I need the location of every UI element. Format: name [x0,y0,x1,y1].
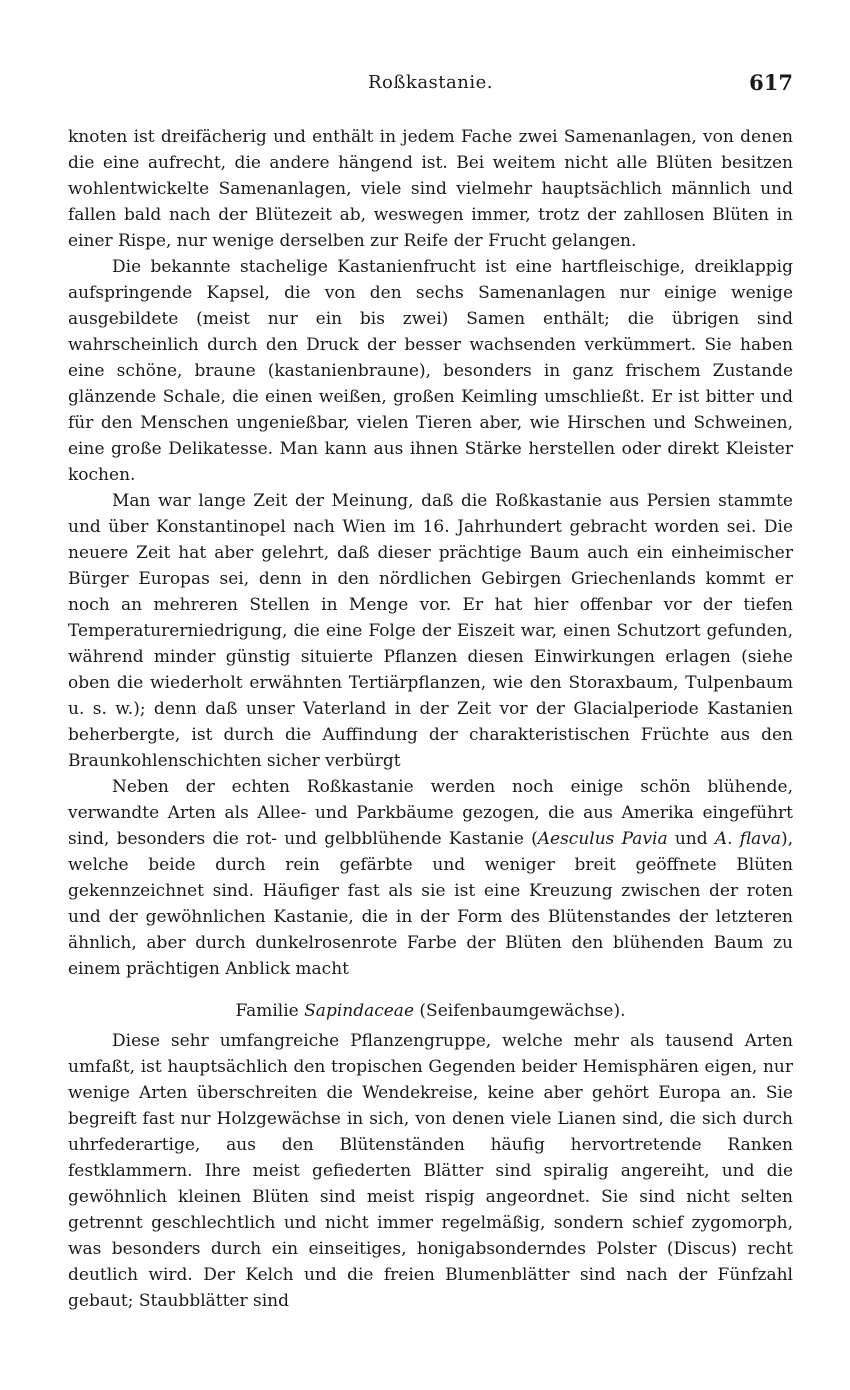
paragraph-chestnut-fruit: Die bekannte stachelige Kastanienfrucht ist eine hartfleischige, dreiklappig aufspringende Kapsel, die von den sechs Samenanlagen nur einige wenige ausgebildete (meist nur ein bis zwei) Samen enthält; die übrigen sind wahrscheinlich durch den Druck der besser wachsenden verkümmert. Sie haben eine schöne, braune (kastanienbraune), besonders in ganz frischem Zustande glänzende Schale, die einen weißen, großen Keimling umschließt. Er ist bitter und für den Menschen ungenießbar, vielen Tieren aber, wie Hirschen und Schweinen, eine große Delikatesse. Man kann aus ihnen Stärke herstellen oder direkt Kleister kochen. [68,257,793,485]
related-species-text-start: Neben der echten Roßkastanie werden noch einige schön blühende, verwandte Arten als Allee- und Parkbäume gezogen, die aus Amerika eingeführt sind, besonders die rot- und gelbblühende Kastanie ( [68,777,793,849]
related-species-text-mid: und [667,829,715,849]
section-heading-sapindaceae [68,998,793,1024]
section-heading-latin: Sapindaceae [304,1001,415,1021]
paragraph-sapindaceae: Diese sehr umfangreiche Pflanzengruppe, welche mehr als tausend Arten umfaßt, ist hauptsächlich den tropischen Gegenden beider Hemisphären eigen, nur wenige Arten überschreiten die Wendekreise, keine aber gehört Europa an. Sie begreift fast nur Holzgewächse in sich, von denen viele Lianen sind, die sich durch uhrfederartige, aus den Blütenständen häufig hervortretende Ranken festklammern. Ihre meist gefiederten Blätter sind spiralig angereiht, und die gewöhnlich kleinen Blüten sind meist rispig angeordnet. Sie sind nicht selten getrennt geschlechtlich und nicht immer regelmäßig, sondern schief zygomorph, was besonders durch ein einseitiges, honigabsonderndes Polster (Discus) recht deutlich wird. Der Kelch und die freien Blumenblätter sind nach der Fünfzahl gebaut; Staubblätter sind [68,1031,793,1311]
paragraph-related-species [68,774,793,982]
section-heading-prefix: Familie [235,1001,305,1021]
running-header [68,72,793,102]
running-title: Roßkastanie. [368,72,493,93]
body-text [68,124,793,1314]
paragraph-chestnut-origin: Man war lange Zeit der Meinung, daß die Roßkastanie aus Persien stammte und über Konstantinopel nach Wien im 16. Jahrhundert gebracht worden sei. Die neuere Zeit hat aber gelehrt, daß dieser prächtige Baum auch ein einheimischer Bürger Europas sei, denn in den nördlichen Gebirgen Griechenlands kommt er noch an mehreren Stellen in Menge vor. Er hat hier offenbar vor der tiefen Temperaturerniedrigung, die eine Folge der Eiszeit war, einen Schutzort gefunden, während minder günstig situierte Pflanzen diesen Einwirkungen erlagen (siehe oben die wiederholt erwähnten Tertiärpflanzen, wie den Storaxbaum, Tulpenbaum u. s. w.); denn daß unser Vaterland in der Zeit vor der Glacialperiode Kastanien beherbergte, ist durch die Auffindung der charakteristischen Früchte aus den Braunkohlenschichten sicher verbürgt [68,491,793,771]
section-heading-suffix: (Seifenbaumgewächse). [414,1001,626,1021]
page-number: 617 [749,70,793,95]
related-species-text-end: ), welche beide durch rein gefärbte und weniger breit geöffnete Blüten gekennzeichnet sind. Häufiger fast als sie ist eine Kreuzung zwischen der roten und der gewöhnlichen Kastanie, die in der Form des Blütenstandes der letzteren ähnlich, aber durch dunkelrosenrote Farbe der Blüten den blühenden Baum zu einem prächtigen Anblick macht [68,829,794,979]
latin-name-a-flava: A. flava [714,829,781,849]
paragraph-continued: knoten ist dreifächerig und enthält in jedem Fache zwei Samenanlagen, von denen die eine aufrecht, die andere hängend ist. Bei weitem nicht alle Blüten besitzen wohlentwickelte Samenanlagen, viele sind vielmehr hauptsächlich männlich und fallen bald nach der Blütezeit ab, weswegen immer, trotz der zahllosen Blüten in einer Rispe, nur wenige derselben zur Reife der Frucht gelangen. [68,127,793,251]
latin-name-aesculus-pavia: Aesculus Pavia [537,829,668,849]
